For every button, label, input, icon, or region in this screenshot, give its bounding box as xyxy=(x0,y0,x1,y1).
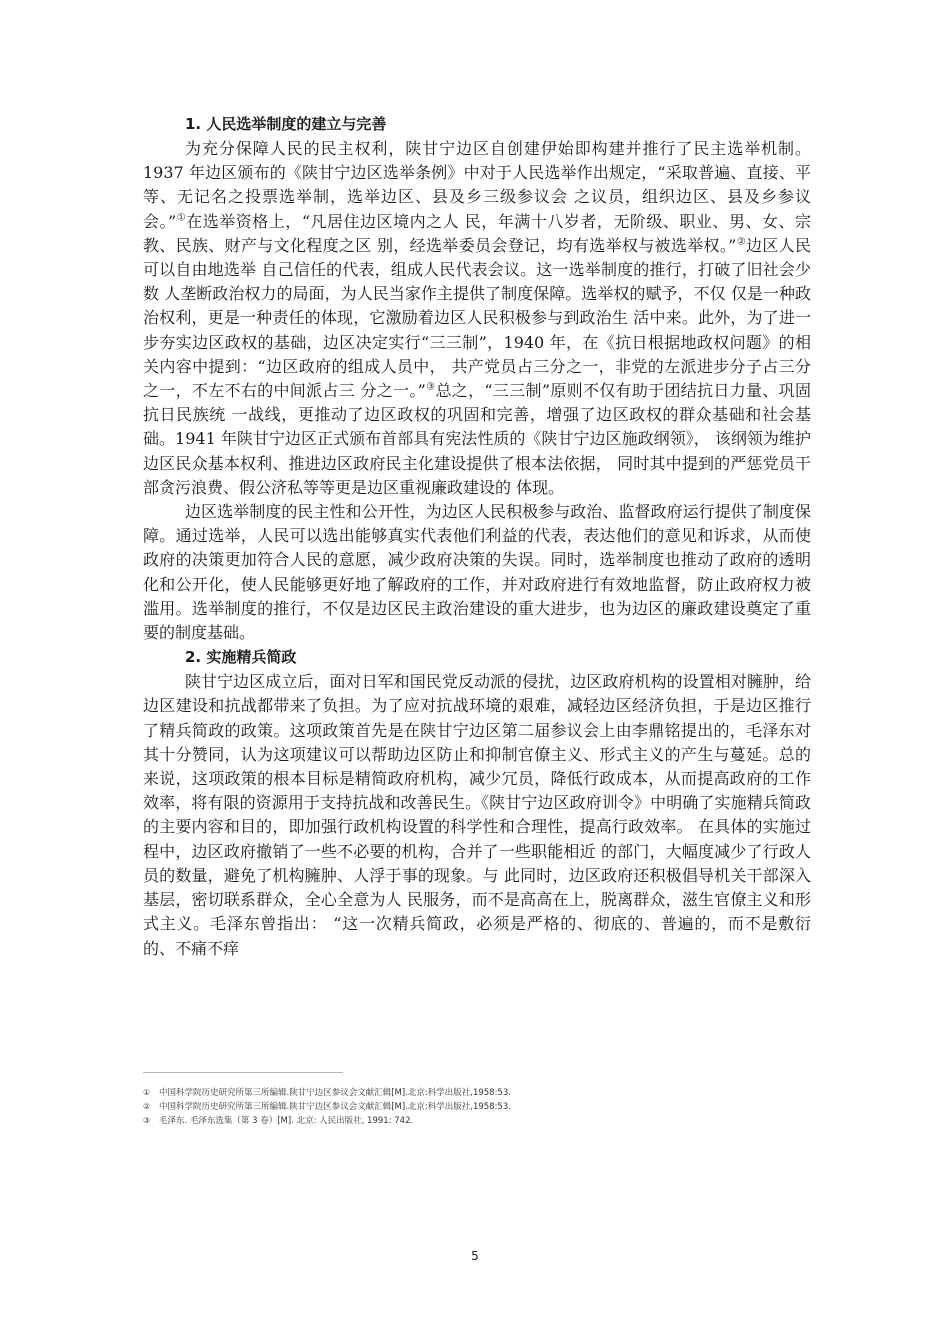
footnote-ref-1[interactable]: ① xyxy=(176,212,187,224)
footnote-mark: ① xyxy=(143,1088,151,1097)
section-heading-streamlining: 2. 实施精兵简政 xyxy=(185,648,297,667)
footnote-text: 中国科学院历史研究所第三所编辑.陕甘宁边区参议会文献汇辑[M].北京:科学出版社,1958:53. xyxy=(159,1102,511,1112)
footnote-item xyxy=(143,1100,811,1114)
body-text xyxy=(143,112,811,961)
footnote-ref-3[interactable]: ③ xyxy=(425,381,436,393)
footnote-text: 毛泽东. 毛泽东选集（第 3 卷）[M]. 北京: 人民出版社, 1991: 742. xyxy=(159,1116,414,1126)
footnotes xyxy=(143,1086,811,1128)
text-run: 总之，“三三制”原则不仅有助于团结抗日力量、巩固抗日民族统 一战线，更推动了边区政权的巩固和完善，增强了边区政权的群众基础和社会基 础。1941 年陕甘宁边区正式颁布首部具有宪法性质的《陕甘宁边区施政纲领》， 该纲领为维护边区民众基本权利、推进边区政府民主化建设提供了根本法依据， 同时其中提到的严惩党员干部贪污浪费、假公济私等等更是边区重视廉政建设的 体现。 xyxy=(143,381,811,497)
footnote-ref-2[interactable]: ② xyxy=(736,236,746,248)
text-run: 边区人民可以自由地选举 自己信任的代表，组成人民代表会议。这一选举制度的推行，打破了旧社会少数 人垄断政治权力的局面，为人民当家作主提供了制度保障。选举权的赋予，不仅 仅是一种政治权利，更是一种责任的体现，它激励着边区人民积极参与到政治生 活中来。此外，为了进一步夯实边区政权的基础，边区决定实行“三三制”，1940 年，在《抗日根据地政权问题》的相关内容中提到：“边区政府的组成人员中， 共产党员占三分之一，非党的左派进步分子占三分之一，不左不右的中间派占三 分之一。” xyxy=(143,235,811,401)
footnote-mark: ② xyxy=(143,1102,151,1111)
footnote-item xyxy=(143,1114,811,1128)
footnote-divider xyxy=(143,1072,343,1073)
footnote-item xyxy=(143,1086,811,1100)
footnote-mark: ③ xyxy=(143,1116,151,1125)
section-heading-elections: 1. 人民选举制度的建立与完善 xyxy=(185,115,387,133)
paragraph-elections-intro xyxy=(143,137,811,500)
paragraph-streamlining: 陕甘宁边区成立后，面对日军和国民党反动派的侵扰，边区政府机构的设置相对臃肿，给边区建设和抗战都带来了负担。为了应对抗战环境的艰难，减轻边区经济负担，于是边区推行了精兵简政的政策。这项政策首先是在陕甘宁边区第二届参议会上由李鼎铭提出的，毛泽东对其十分赞同，认为这项建议可以帮助边区防止和抑制官僚主义、形式主义的产生与蔓延。总的来说，这项政策的根本目标是精简政府机构，减少冗员，降低行政成本，从而提高政府的工作效率，将有限的资源用于支持抗战和改善民生。《陕甘宁边区政府训令》中明确了实施精兵简政的主要内容和目的，即加强行政机构设置的科学性和合理性，提高行政效率。 在具体的实施过程中，边区政府撤销了一些不必要的机构，合并了一些职能相近 的部门，大幅度减少了行政人员的数量，避免了机构臃肿、人浮于事的现象。与 此同时，边区政府还积极倡导机关干部深入基层，密切联系群众，全心全意为人 民服务，而不是高高在上，脱离群众，滋生官僚主义和形式主义。毛泽东曾指出： “这一次精兵简政，必须是严格的、彻底的、普遍的，而不是敷衍的、不痛不痒 xyxy=(143,672,811,958)
text-run: 为充分保障人民的民主权利，陕甘宁边区自创建伊始即构建并推行了民主选举机制。1937 年边区颁布的《陕甘宁边区选举条例》中对于人民选举作出规定，“采取普遍、直接、平等、无记名之投票选举制，选举边区、县及乡三级参议会 之议员，组织边区、县及乡参议会。” xyxy=(143,139,811,231)
paragraph-elections-significance: 边区选举制度的民主性和公开性，为边区人民积极参与政治、监督政府运行提供了制度保障。通过选举，人民可以选出能够真实代表他们利益的代表，表达他们的意见和诉求，从而使政府的决策更加符合人民的意愿，减少政府决策的失误。同时，选举制度也推动了政府的透明化和公开化，使人民能够更好地了解政府的工作，并对政府进行有效地监督，防止政府权力被滥用。选举制度的推行，不仅是边区民主政治建设的重大进步，也为边区的廉政建设奠定了重要的制度基础。 xyxy=(143,502,811,643)
page-number: 5 xyxy=(471,1249,479,1263)
footnote-text: 中国科学院历史研究所第三所编辑.陕甘宁边区参议会文献汇辑[M].北京:科学出版社,1958:53. xyxy=(159,1088,511,1098)
text-run: 在选举资格上，“凡居住边区境内之人 民，年满十八岁者，无阶级、职业、男、女、宗教、民族、财产与文化程度之区 别，经选举委员会登记，均有选举权与被选举权。” xyxy=(143,211,811,255)
